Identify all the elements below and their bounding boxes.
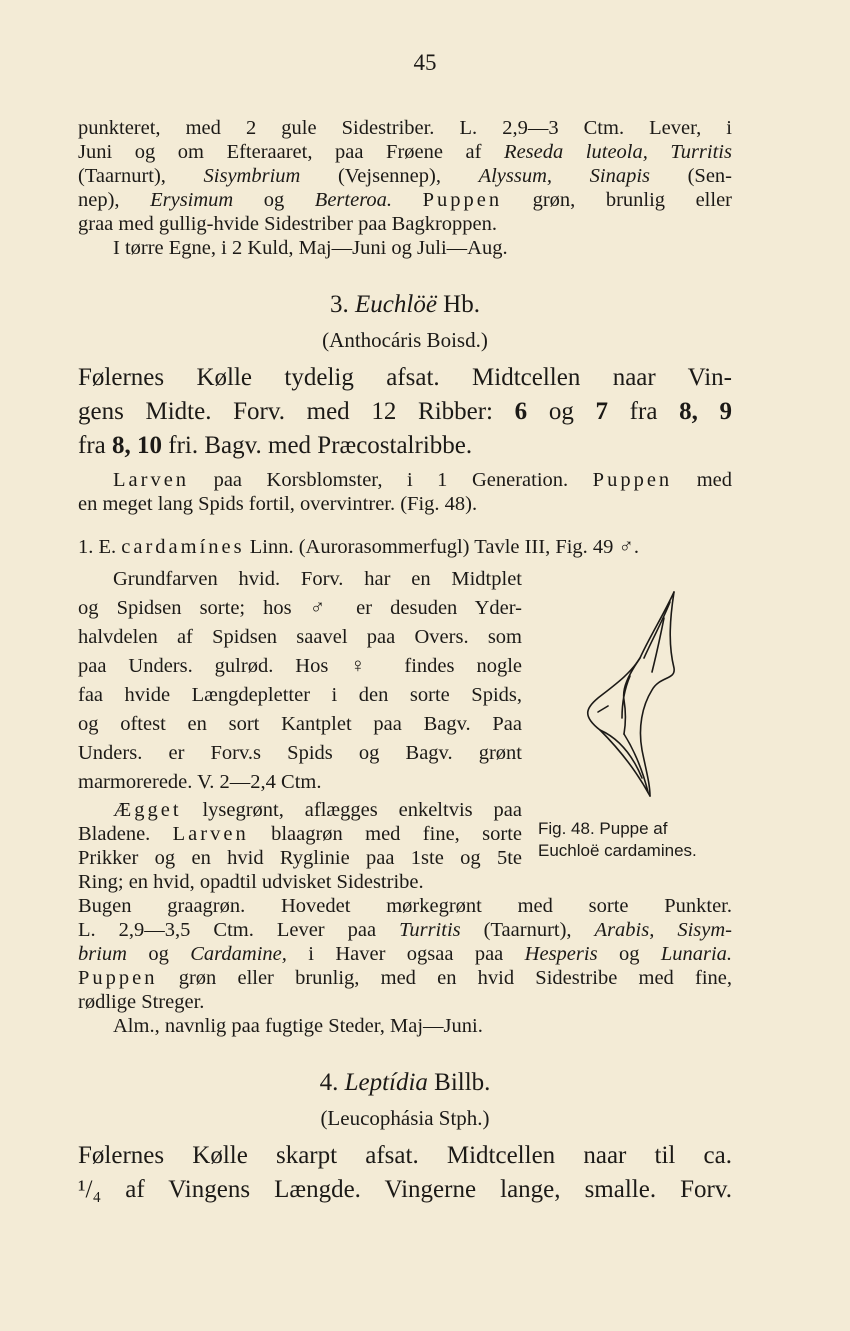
text-line: Prikker og en hvid Ryglinie paa 1ste og 5te [78, 847, 522, 869]
text-line: en meget lang Spids fortil, overvintrer. (Fig. 48). [78, 493, 478, 515]
spaced-term: cardamínes [121, 536, 245, 558]
genus-heading [78, 1068, 732, 1098]
spaced-term: Puppen [422, 189, 503, 211]
genus-name: Euchlöë [355, 291, 437, 318]
pupa-figure [578, 588, 688, 803]
text-line: Puppen grøn eller brunlig, med en hvid Sidestribe med fine, [78, 967, 732, 989]
italic-term: Alyssum, Sinapis [478, 165, 650, 187]
text-line: rødlige Streger. [78, 991, 205, 1013]
text-line: Juni og om Efteraaret, paa Frøene af Reseda luteola, Turritis [78, 141, 732, 163]
genus-author: Hb. [443, 291, 480, 318]
text-line: Følernes Kølle tydelig afsat. Midtcellen naar Vin- [78, 364, 732, 391]
italic-term: Lunaria. [660, 943, 733, 965]
text-line: marmorerede. V. 2—2,4 Ctm. [78, 771, 322, 793]
text-line: Bugen graagrøn. Hovedet mørkegrønt med sorte Punkter. [78, 895, 732, 917]
text-line: Følernes Kølle skarpt afsat. Midtcellen naar til ca. [78, 1142, 732, 1169]
italic-term: Arabis, Sisym- [594, 919, 732, 941]
text-line: (Taarnurt), Sisymbrium (Vejsennep), Alyssum, Sinapis (Sen- [78, 165, 733, 187]
spaced-term: Larven [113, 469, 190, 491]
text-line: faa hvide Længdepletter i den sorte Spids, [78, 684, 522, 706]
bold-number: 6 [514, 398, 528, 425]
text-line: Unders. er Forv.s Spids og Bagv. grønt [78, 742, 522, 764]
bold-number: 8, 10 [112, 432, 162, 459]
text-line: gens Midte. Forv. med 12 Ribber: 6 og 7 fra 8, 9 [78, 398, 733, 425]
italic-term: Hesperis [524, 943, 598, 965]
genus-author: Billb. [434, 1069, 491, 1096]
species-heading: 1. E. cardamínes Linn. (Aurorasommerfugl) Tavle III, Fig. 49 ♂. [78, 536, 640, 558]
spaced-term: Puppen [78, 967, 158, 989]
text-line: og oftest en sort Kantplet paa Bagv. Paa [78, 713, 522, 735]
text-line: brium og Cardamine, i Haver ogsaa paa Hesperis og Lunaria. [78, 943, 733, 965]
text-line: Larven paa Korsblomster, i 1 Generation. Puppen med [113, 469, 732, 491]
pupa-line [652, 618, 664, 672]
genus-number: 4. [319, 1069, 339, 1096]
italic-term: Berteroa. [314, 189, 393, 211]
text-line: ¹/₄ af Vingens Længde. Vingerne lange, smalle. Forv. [78, 1176, 732, 1203]
text-line: fra 8, 10 fri. Bagv. med Præcostalribbe. [78, 432, 473, 459]
text-line: paa Unders. gulrød. Hos ♀ findes nogle [78, 655, 522, 677]
italic-term: Cardamine, [190, 943, 287, 965]
italic-term: Reseda luteola, Turritis [504, 141, 732, 163]
pupa-outline-right [640, 592, 674, 796]
text-line: Ring; en hvid, opadtil udvisket Sidestribe. [78, 871, 424, 893]
italic-term: Erysimum [150, 189, 234, 211]
genus-number: 3. [330, 291, 349, 318]
italic-term: Turritis [399, 919, 461, 941]
text-line: Bladene. Larven blaagrøn med fine, sorte [78, 823, 522, 845]
text-line: graa med gullig-hvide Sidestriber paa Bagkroppen. [78, 213, 497, 235]
bold-number: 7 [595, 398, 609, 425]
genus-synonym: (Anthocáris Boisd.) [322, 328, 488, 352]
figure-caption-line: Fig. 48. Puppe af [538, 819, 668, 838]
italic-term: Sisymbrium [203, 165, 301, 187]
text-line: og Spidsen sorte; hos ♂ er desuden Yder- [78, 597, 522, 619]
pupa-line [598, 706, 608, 712]
genus-name: Leptídia [344, 1069, 428, 1096]
spaced-term: Ægget [113, 799, 182, 821]
page-number: 45 [413, 50, 437, 75]
spaced-term: Puppen [592, 469, 673, 491]
text-line: Ægget lysegrønt, aflægges enkeltvis paa [113, 799, 522, 821]
genus-heading [78, 290, 732, 320]
italic-term: brium [78, 943, 127, 965]
text-line: Grundfarven hvid. Forv. har en Midtplet [113, 568, 522, 590]
spaced-term: Larven [172, 823, 249, 845]
text-line: L. 2,9—3,5 Ctm. Lever paa Turritis (Taarnurt), Arabis, Sisym- [78, 919, 732, 941]
genus-synonym: (Leucophásia Stph.) [320, 1106, 490, 1130]
text-line: halvdelen af Spidsen saavel paa Overs. som [78, 626, 522, 648]
text-line: punkteret, med 2 gule Sidestriber. L. 2,9—3 Ctm. Lever, i [78, 117, 732, 139]
text-line: nep), Erysimum og Berteroa. Puppen grøn, brunlig eller [78, 189, 733, 211]
text-line: Alm., navnlig paa fugtige Steder, Maj—Juni. [113, 1015, 483, 1037]
bold-number: 8, 9 [679, 398, 733, 425]
text-line: I tørre Egne, i 2 Kuld, Maj—Juni og Juli—Aug. [113, 237, 508, 259]
figure-caption-line: Euchloë cardamines. [538, 841, 697, 860]
